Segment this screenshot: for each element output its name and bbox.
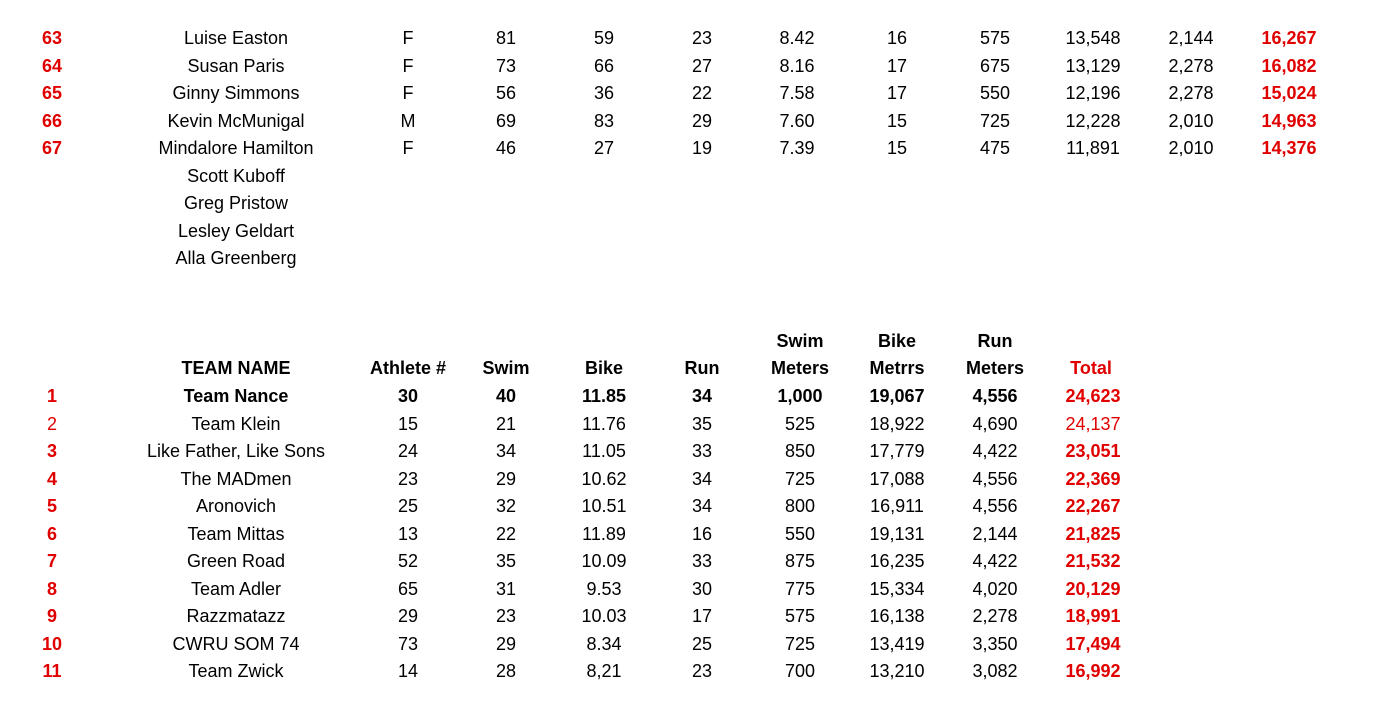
individual-c6-cell: 725 (979, 110, 1011, 131)
team-run_m-cell: 4,556 (972, 386, 1018, 406)
team-total-cell: 23,051 (1065, 441, 1121, 461)
team-athletes-cell: 25 (397, 496, 419, 516)
header-bike-meters-line2: Metrrs (869, 358, 925, 378)
team-athletes-cell: 23 (397, 468, 419, 489)
header-run: Run (684, 358, 720, 378)
team-bike-cell: 8,21 (586, 661, 622, 681)
individual-name-cell: Luise Easton (183, 28, 289, 48)
team-run-cell: 34 (691, 386, 713, 406)
team-bike_m-cell: 13,210 (869, 661, 925, 681)
team-athletes-cell: 24 (397, 441, 419, 461)
team-athletes-cell: 30 (397, 386, 419, 406)
team-swim_m-cell: 525 (784, 413, 816, 434)
individual-c5-cell: 17 (886, 83, 908, 103)
individual-gender-cell: F (402, 83, 414, 103)
team-run_m-cell: 3,082 (972, 661, 1018, 681)
team-name-cell: Team Mittas (187, 523, 285, 544)
individual-c5-cell: 16 (886, 28, 908, 48)
team-swim-cell: 35 (495, 551, 517, 571)
unranked-row (0, 163, 1378, 190)
team-swim-cell: 31 (495, 578, 517, 599)
individual-total-cell: 14,963 (1261, 110, 1317, 131)
team-swim-cell: 22 (495, 523, 517, 544)
team-bike-cell: 10.62 (581, 468, 627, 489)
team-row (0, 631, 1378, 658)
team-bike_m-cell: 19,067 (869, 386, 925, 406)
team-row (0, 493, 1378, 520)
team-athletes-cell: 65 (397, 578, 419, 599)
unranked-row (0, 245, 1378, 272)
team-rank-cell: 8 (46, 578, 58, 599)
individual-row (0, 25, 1378, 52)
individual-name-cell: Mindalore Hamilton (158, 138, 314, 158)
individual-c1-cell: 73 (495, 55, 517, 76)
individual-c2-cell: 36 (593, 83, 615, 103)
team-swim_m-cell: 775 (784, 578, 816, 599)
team-rank-cell: 9 (46, 606, 58, 626)
individual-c5-cell: 15 (886, 138, 908, 158)
team-run-cell: 16 (691, 523, 713, 544)
individual-c2-cell: 59 (593, 28, 615, 48)
individual-c2-cell: 27 (593, 138, 615, 158)
team-swim_m-cell: 550 (784, 523, 816, 544)
team-run-cell: 33 (691, 441, 713, 461)
team-rank-cell: 5 (46, 496, 58, 516)
individual-row (0, 108, 1378, 135)
individual-rank-cell: 63 (41, 28, 63, 48)
team-swim_m-cell: 800 (784, 496, 816, 516)
individual-c3-cell: 19 (691, 138, 713, 158)
team-bike_m-cell: 19,131 (869, 523, 925, 544)
individual-row (0, 53, 1378, 80)
individual-gender-cell: F (402, 28, 414, 48)
individual-rank-cell: 64 (41, 55, 63, 76)
individual-c1-cell: 69 (495, 110, 517, 131)
individual-c2-cell: 66 (593, 55, 615, 76)
unranked-name-cell: Lesley Geldart (177, 220, 295, 241)
individual-c4-cell: 7.60 (779, 110, 815, 131)
team-bike_m-cell: 16,235 (869, 551, 925, 571)
team-bike-cell: 10.03 (581, 606, 627, 626)
team-bike_m-cell: 16,911 (870, 496, 924, 516)
header-swim-meters-line2: Meters (770, 358, 830, 378)
team-total-cell: 22,267 (1065, 496, 1121, 516)
individual-gender-cell: F (402, 55, 414, 76)
individual-c7-cell: 13,129 (1065, 55, 1121, 76)
team-rank-cell: 3 (46, 441, 58, 461)
team-total-cell: 16,992 (1065, 661, 1121, 681)
team-total-cell: 24,137 (1065, 413, 1121, 434)
team-swim_m-cell: 850 (784, 441, 816, 461)
individual-c5-cell: 17 (886, 55, 908, 76)
team-total-cell: 21,532 (1065, 551, 1121, 571)
team-row (0, 658, 1378, 685)
individual-c3-cell: 29 (691, 110, 713, 131)
individual-c1-cell: 81 (495, 28, 517, 48)
team-run-cell: 33 (691, 551, 713, 571)
header-team-name: TEAM NAME (181, 358, 291, 378)
team-bike_m-cell: 18,922 (869, 413, 925, 434)
team-swim-cell: 29 (495, 468, 517, 489)
team-run_m-cell: 4,020 (972, 578, 1018, 599)
individual-rank-cell: 66 (41, 110, 63, 131)
individual-c7-cell: 12,196 (1065, 83, 1121, 103)
team-name-cell: The MADmen (180, 468, 292, 489)
team-name-cell: Razzmatazz (186, 606, 286, 626)
team-run_m-cell: 4,556 (972, 468, 1018, 489)
team-bike-cell: 10.09 (581, 551, 627, 571)
header-athlete: Athlete # (369, 358, 447, 378)
individual-c6-cell: 575 (979, 28, 1011, 48)
team-total-cell: 20,129 (1065, 578, 1121, 599)
team-swim-cell: 28 (495, 661, 517, 681)
team-row (0, 548, 1378, 575)
team-bike-cell: 11.76 (582, 413, 626, 434)
team-rank-cell: 7 (46, 551, 58, 571)
team-swim-cell: 32 (495, 496, 517, 516)
team-row (0, 466, 1378, 493)
unranked-row (0, 218, 1378, 245)
team-bike_m-cell: 17,088 (869, 468, 925, 489)
team-athletes-cell: 29 (397, 606, 419, 626)
team-name-cell: Green Road (186, 551, 286, 571)
team-run_m-cell: 4,690 (972, 413, 1018, 434)
team-name-cell: Team Adler (190, 578, 282, 599)
individual-name-cell: Susan Paris (187, 55, 285, 76)
team-run-cell: 23 (691, 661, 713, 681)
team-run-cell: 35 (691, 413, 713, 434)
team-name-cell: Team Nance (183, 386, 289, 406)
team-run_m-cell: 4,556 (972, 496, 1018, 516)
individual-c6-cell: 550 (979, 83, 1011, 103)
individual-c8-cell: 2,144 (1168, 28, 1214, 48)
team-header-row-1 (0, 328, 1378, 355)
individual-c6-cell: 675 (979, 55, 1011, 76)
team-swim_m-cell: 875 (784, 551, 816, 571)
individual-c3-cell: 22 (691, 83, 713, 103)
header-swim: Swim (482, 358, 530, 378)
team-row (0, 383, 1378, 410)
team-name-cell: CWRU SOM 74 (172, 633, 300, 654)
individual-name-cell: Ginny Simmons (172, 83, 300, 103)
team-run-cell: 25 (691, 633, 713, 654)
team-bike-cell: 10.51 (581, 496, 627, 516)
header-bike-meters-line1: Bike (877, 331, 917, 351)
header-run-meters-line2: Meters (965, 358, 1025, 378)
individual-c7-cell: 12,228 (1065, 110, 1121, 131)
team-total-cell: 22,369 (1065, 468, 1121, 489)
team-name-cell: Team Klein (191, 413, 281, 434)
individual-c4-cell: 7.39 (779, 138, 815, 158)
team-row (0, 411, 1378, 438)
team-rank-cell: 4 (46, 468, 58, 489)
team-swim_m-cell: 725 (784, 633, 816, 654)
team-bike-cell: 8.34 (586, 633, 622, 654)
team-run_m-cell: 3,350 (972, 633, 1018, 654)
team-total-cell: 24,623 (1065, 386, 1121, 406)
individual-total-cell: 14,376 (1261, 138, 1317, 158)
individual-c4-cell: 8.16 (779, 55, 815, 76)
team-swim-cell: 34 (495, 441, 517, 461)
individual-gender-cell: F (402, 138, 414, 158)
individual-row (0, 135, 1378, 162)
team-bike-cell: 11.85 (581, 386, 627, 406)
team-athletes-cell: 13 (397, 523, 419, 544)
unranked-name-cell: Greg Pristow (183, 193, 289, 213)
team-athletes-cell: 52 (397, 551, 419, 571)
team-athletes-cell: 15 (397, 413, 419, 434)
team-run-cell: 17 (691, 606, 713, 626)
team-bike_m-cell: 13,419 (869, 633, 925, 654)
team-rank-cell: 1 (46, 386, 58, 406)
team-row (0, 603, 1378, 630)
individual-rank-cell: 65 (41, 83, 63, 103)
team-bike_m-cell: 17,779 (869, 441, 925, 461)
team-run-cell: 34 (691, 496, 713, 516)
team-athletes-cell: 14 (397, 661, 419, 681)
individual-total-cell: 16,082 (1261, 55, 1317, 76)
team-rank-cell: 6 (46, 523, 58, 544)
team-run_m-cell: 4,422 (972, 551, 1018, 571)
individual-c8-cell: 2,010 (1168, 138, 1214, 158)
header-run-meters-line1: Run (977, 331, 1013, 351)
individual-c5-cell: 15 (886, 110, 908, 131)
individual-c3-cell: 27 (691, 55, 713, 76)
team-swim_m-cell: 575 (784, 606, 816, 626)
team-bike_m-cell: 15,334 (869, 578, 925, 599)
team-run-cell: 34 (691, 468, 713, 489)
team-bike-cell: 11.89 (582, 523, 626, 544)
team-athletes-cell: 73 (397, 633, 419, 654)
individual-c4-cell: 8.42 (779, 28, 815, 48)
individual-c1-cell: 46 (495, 138, 517, 158)
team-row (0, 438, 1378, 465)
unranked-name-cell: Scott Kuboff (187, 165, 285, 186)
team-swim-cell: 29 (495, 633, 517, 654)
individual-gender-cell: M (400, 110, 416, 131)
individual-row (0, 80, 1378, 107)
individual-c8-cell: 2,278 (1168, 55, 1214, 76)
team-total-cell: 21,825 (1065, 523, 1121, 544)
team-run_m-cell: 2,144 (972, 523, 1018, 544)
team-bike_m-cell: 16,138 (869, 606, 925, 626)
individual-c1-cell: 56 (495, 83, 517, 103)
team-bike-cell: 9.53 (586, 578, 622, 599)
team-swim-cell: 40 (495, 386, 517, 406)
individual-rank-cell: 67 (41, 138, 63, 158)
team-total-cell: 17,494 (1065, 633, 1121, 654)
individual-c4-cell: 7.58 (779, 83, 815, 103)
individual-total-cell: 16,267 (1261, 28, 1317, 48)
unranked-name-cell: Alla Greenberg (175, 248, 297, 268)
individual-c2-cell: 83 (593, 110, 615, 131)
header-bike: Bike (584, 358, 624, 378)
team-name-cell: Team Zwick (188, 661, 284, 681)
unranked-row (0, 190, 1378, 217)
individual-c7-cell: 13,548 (1065, 28, 1121, 48)
team-swim_m-cell: 725 (784, 468, 816, 489)
team-run_m-cell: 4,422 (972, 441, 1018, 461)
individual-name-cell: Kevin McMunigal (167, 110, 305, 131)
individual-c7-cell: 11,891 (1066, 138, 1120, 158)
team-header-row-2 (0, 355, 1378, 382)
team-run_m-cell: 2,278 (972, 606, 1018, 626)
team-total-cell: 18,991 (1065, 606, 1121, 626)
team-swim_m-cell: 1,000 (777, 386, 823, 406)
individual-c6-cell: 475 (979, 138, 1011, 158)
team-bike-cell: 11.05 (582, 441, 626, 461)
team-name-cell: Aronovich (195, 496, 277, 516)
team-run-cell: 30 (691, 578, 713, 599)
individual-c3-cell: 23 (691, 28, 713, 48)
individual-total-cell: 15,024 (1261, 83, 1317, 103)
team-rank-cell: 2 (46, 413, 58, 434)
header-total: Total (1070, 358, 1112, 378)
team-swim_m-cell: 700 (784, 661, 816, 681)
team-swim-cell: 21 (495, 413, 517, 434)
individual-c8-cell: 2,010 (1168, 110, 1214, 131)
header-swim-meters-line1: Swim (776, 331, 824, 351)
individual-c8-cell: 2,278 (1168, 83, 1214, 103)
team-row (0, 576, 1378, 603)
team-row (0, 521, 1378, 548)
team-name-cell: Like Father, Like Sons (146, 441, 326, 461)
team-swim-cell: 23 (495, 606, 517, 626)
team-rank-cell: 10 (41, 633, 63, 654)
team-rank-cell: 11 (42, 661, 62, 681)
